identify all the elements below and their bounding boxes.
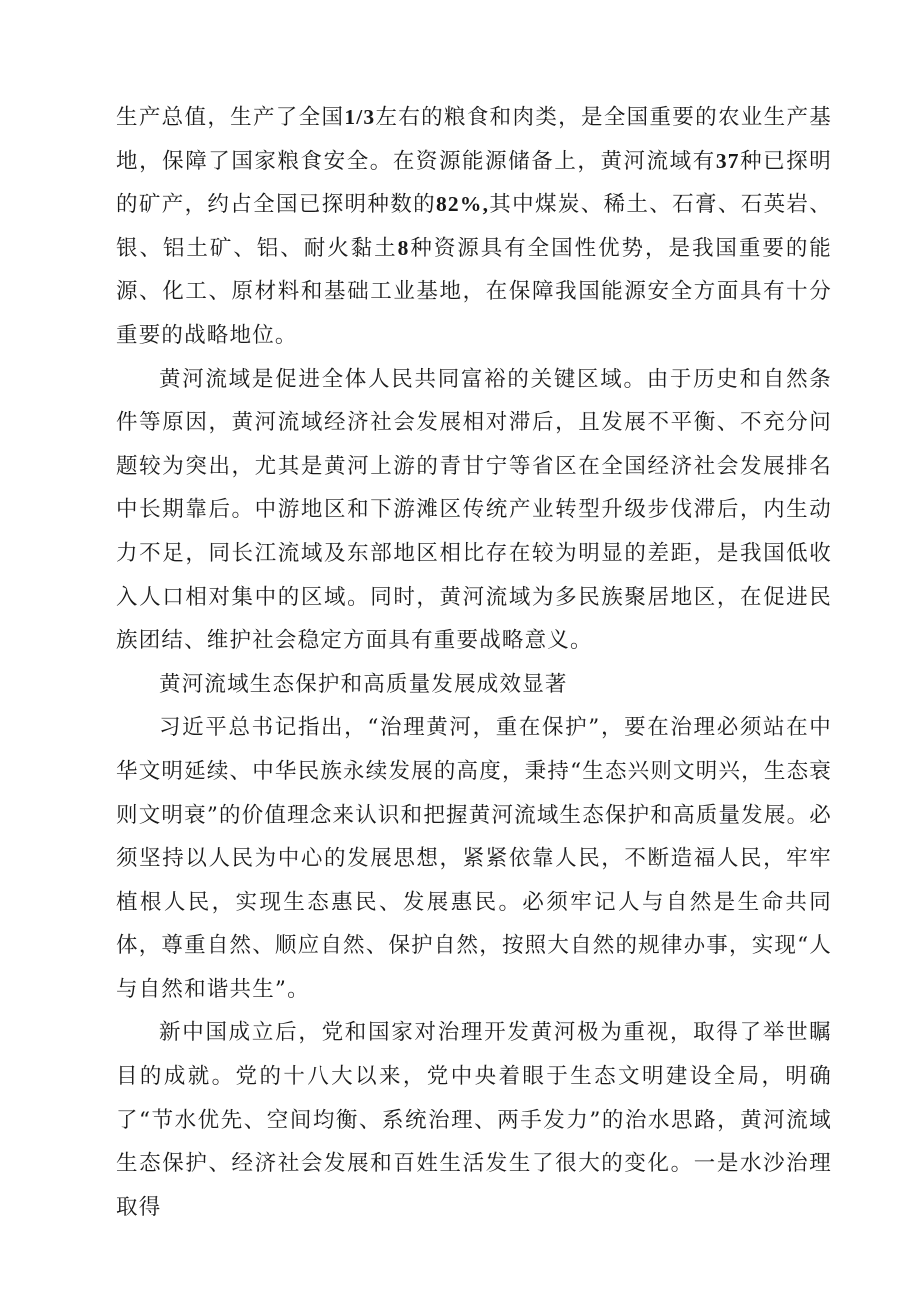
bold-figure: 37	[715, 148, 740, 173]
bold-figure: 1/3	[344, 105, 376, 129]
paragraph-text: 种资源具有全国性优势，是我国重要的能源、化工、原材料和基础工业基地，在保障我国能源安全方面具有十分重要的战略地位。	[116, 235, 832, 348]
paragraph-text: 左右的粮食和肉类，是全国重要的农业生产基地，保障了国家粮食安全。在资源能源储备上，黄河流域有	[116, 105, 832, 174]
paragraph-text: 其中煤炭、稀土、石膏、石英岩、银、铝土矿、铝、耐火黏土	[116, 192, 832, 261]
paragraph-text: 生产总值，生产了全国	[116, 105, 345, 130]
paragraph: 黄河流域是促进全体人民共同富裕的关键区域。由于历史和自然条件等原因，黄河流域经济社会发展相对滞后，且发展不平衡、不充分问题较为突出，尤其是黄河上游的青甘宁等省区在全国经济社会发展排名中长期靠后。中游地区和下游滩区传统产业转型升级步伐滞后，内生动力不足，同长江流域及东部地区相比存在较为明显的差距，是我国低收入人口相对集中的区域。同时，黄河流域为多民族聚居地区，在促进民族团结、维护社会稳定方面具有重要战略意义。	[116, 366, 832, 654]
paragraph-continued	[116, 96, 832, 358]
paragraph: 新中国成立后，党和国家对治理开发黄河极为重视，取得了举世瞩目的成就。党的十八大以来，党中央着眼于生态文明建设全局，明确了“节水优先、空间均衡、系统治理、两手发力”的治水思路，黄河流域生态保护、经济社会发展和百姓生活发生了很大的变化。一是水沙治理取得	[116, 1020, 832, 1220]
section-heading: 黄河流域生态保护和高质量发展成效显著	[159, 671, 568, 697]
bold-figure: 82%,	[435, 192, 490, 217]
bold-figure: 8	[397, 235, 410, 260]
document-body	[116, 96, 832, 1229]
paragraph: 习近平总书记指出，“治理黄河，重在保护”，要在治理必须站在中华文明延续、中华民族永续发展的高度，秉持“生态兴则文明兴，生态衰则文明衰”的价值理念来认识和把握黄河流域生态保护和高质量发展。必须坚持以人民为中心的发展思想，紧紧依靠人民，不断造福人民，牢牢植根人民，实现生态惠民、发展惠民。必须牢记人与自然是生命共同体，尊重自然、顺应自然、保护自然，按照大自然的规律办事，实现“人与自然和谐共生”。	[116, 715, 832, 1002]
paragraph-text: 种已探明的矿产，约占全国已探明种数的	[116, 148, 832, 218]
